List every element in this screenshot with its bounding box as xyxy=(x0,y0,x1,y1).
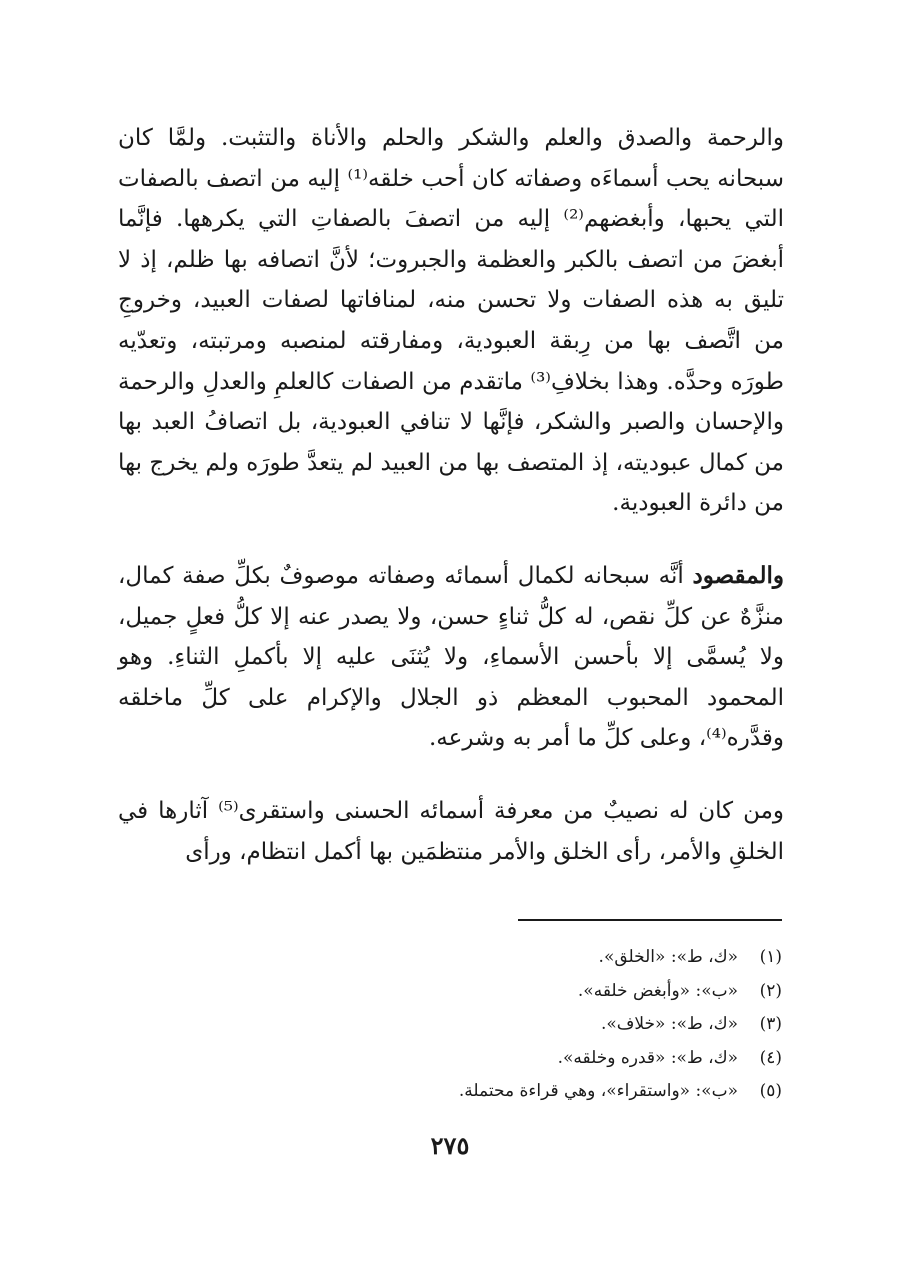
main-text xyxy=(118,118,784,872)
paragraph-text: والرحمة والصدق والعلم والشكر والحلم والأناة والتثبت. ولمَّا كان سبحانه يحب أسماءَه وصفاته كان أحب خلقه⁽¹⁾ إليه من اتصف بالصفات التي يحبها، وأبغضهم⁽²⁾ إليه من اتصفَ بالصفاتِ التي يكرهها. فإنَّما أبغضَ من اتصف بالكبر والعظمة والجبروت؛ لأنَّ اتصافه بها ظلم، إذ لا تليق به هذه الصفات ولا تحسن منه، لمنافاتها لصفات العبيد، وخروجِ من اتَّصف بها من رِبقة العبودية، ومفارقته لمنصبه ومرتبته، وتعدّيه طورَه وحدَّه. وهذا بخلافِ⁽³⁾ ماتقدم من الصفات كالعلمِ والعدلِ والرحمة والإحسان والصبر والشكر، فإنَّها لا تنافي العبودية، بل اتصافُ العبد بها من كمال عبوديته، إذ المتصف بها من العبيد لم يتعدَّ طورَه ولم يخرج بها من دائرة العبودية. xyxy=(118,125,785,517)
footnote-text: «ب»: «وأبغض خلقه». xyxy=(577,980,738,1001)
footnote xyxy=(118,1008,782,1042)
paragraph-1 xyxy=(118,118,784,524)
footnote-divider xyxy=(518,919,782,921)
footnote-number: (٢) xyxy=(759,980,782,1001)
paragraph-3 xyxy=(118,791,784,872)
footnote-text: «ك، ط»: «قدره وخلقه». xyxy=(557,1047,738,1068)
footnote-number: (٥) xyxy=(759,1081,782,1101)
paragraph-text: ومن كان له نصيبٌ من معرفة أسمائه الحسنى واستقرى⁽⁵⁾ آثارها في الخلقِ والأمر، رأى الخلق والأمر منتظمَين بها أكمل انتظام، ورأى xyxy=(118,797,785,865)
footnote xyxy=(118,1075,782,1109)
footnote-text: «ك، ط»: «الخلق». xyxy=(598,947,738,967)
paragraph-text: أنَّه سبحانه لكمال أسمائه وصفاته موصوفٌ بكلِّ صفة كمال، منزَّهٌ عن كلِّ نقص، له كلُّ ثناءٍ حسن، ولا يصدر عنه إلا كلُّ فعلٍ جميل، ولا يُسمَّى إلا بأحسن الأسماءِ، ولا يُثنَى عليه إلا بأكملِ الثناءِ. وهو المحمود المحبوب المعظم ذو الجلال والإكرام على كلِّ ماخلقه وقدَّره⁽⁴⁾، وعلى كلِّ ما أمر به وشرعه. xyxy=(118,562,784,752)
footnote-number: (٣) xyxy=(759,1014,782,1034)
footnote xyxy=(118,1042,782,1076)
footnote-text: «ك، ط»: «خلاف». xyxy=(600,1014,738,1034)
footnote-number: (١) xyxy=(759,947,782,967)
paragraph-2 xyxy=(118,556,784,759)
footnote xyxy=(118,941,782,975)
page-number: ٢٧٥ xyxy=(430,1131,470,1160)
footnote xyxy=(118,975,782,1009)
footnotes-list xyxy=(118,941,782,1109)
footnote-text: «ب»: «واستقراء»، وهي قراءة محتملة. xyxy=(458,1081,738,1101)
paragraph-lead: والمقصود xyxy=(692,561,784,589)
footnote-number: (٤) xyxy=(759,1047,782,1068)
